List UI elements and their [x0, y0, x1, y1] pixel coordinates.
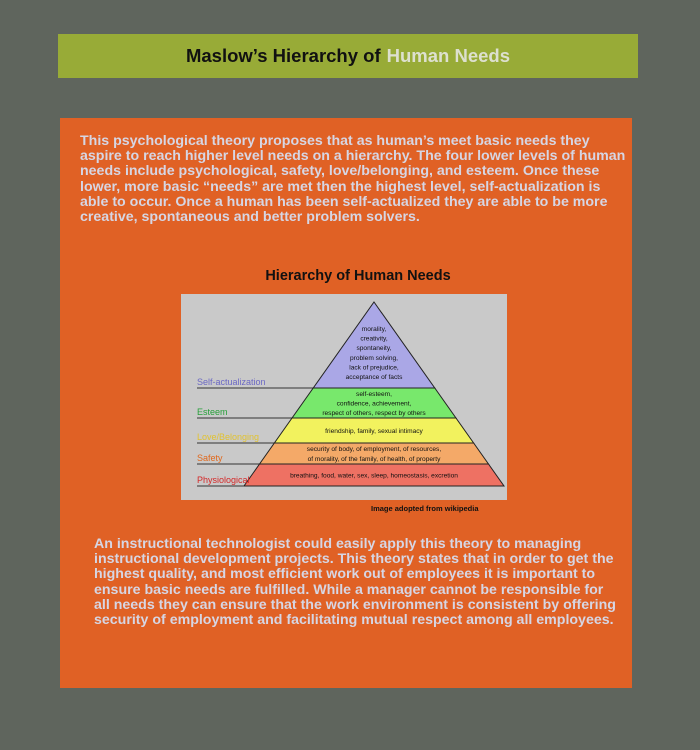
pyramid-level-text: breathing, food, water, sex, sleep, homeostasis, excretion: [290, 472, 458, 480]
pyramid-level-text: security of body, of employment, of resources,: [306, 446, 442, 454]
figure-caption: Image adopted from wikipedia: [371, 504, 479, 513]
level-label: Physiological: [197, 475, 250, 485]
page-title: Maslow’s Hierarchy of: [185, 45, 381, 66]
pyramid-level-text: problem solving,: [349, 354, 399, 362]
level-label: Esteem: [197, 407, 228, 417]
content-panel: [60, 118, 632, 688]
pyramid-level-text: spontaneity,: [356, 345, 392, 353]
pyramid-level-text: acceptance of facts: [345, 374, 403, 381]
level-label: Self-actualization: [197, 377, 266, 387]
closing-paragraph: An instructional technologist could easily apply this theory to managing instructional development projects. This theory states that in order to get the highest quality, and most efficient work out of employees it is important to ensure basic needs are fulfilled. While a manager cannot be responsible for all needs they can ensure that the work environment is consistent by offering security of employment and facilitating mutual respect among all employees.: [94, 536, 616, 629]
pyramid-level-text: morality,: [361, 326, 387, 333]
intro-paragraph: This psychological theory proposes that as human’s meet basic needs they aspire to reach higher level needs on a hierarchy. The four lower levels of human needs include psychological, safety, love/belonging, and esteem. Once these lower, more basic “needs” are met then the highest level, self-actualization is able to occur. Once a human has been self-actualized they are able to be more creative, spontaneous and better problem solvers.: [80, 133, 626, 226]
pyramid-level-text: of morality, of the family, of health, of property: [307, 455, 441, 463]
figure-title: Hierarchy of Human Needs: [265, 268, 451, 284]
pyramid-level-text: respect of others, respect by others: [322, 410, 426, 418]
pyramid-level-text: friendship, family, sexual intimacy: [325, 428, 423, 435]
title-banner: [58, 34, 638, 78]
level-label: Love/Belonging: [197, 432, 260, 442]
pyramid-level-text: creativity,: [360, 335, 388, 343]
page-title-highlight: Human Needs: [386, 45, 511, 66]
pyramid-figure: [181, 294, 507, 500]
level-label: Safety: [197, 453, 223, 463]
pyramid-diagram: [181, 294, 507, 500]
pyramid-level-text: lack of prejudice,: [349, 364, 399, 372]
pyramid-level-text: confidence, achievement,: [336, 400, 412, 408]
pyramid-level-text: self-esteem,: [356, 390, 392, 398]
